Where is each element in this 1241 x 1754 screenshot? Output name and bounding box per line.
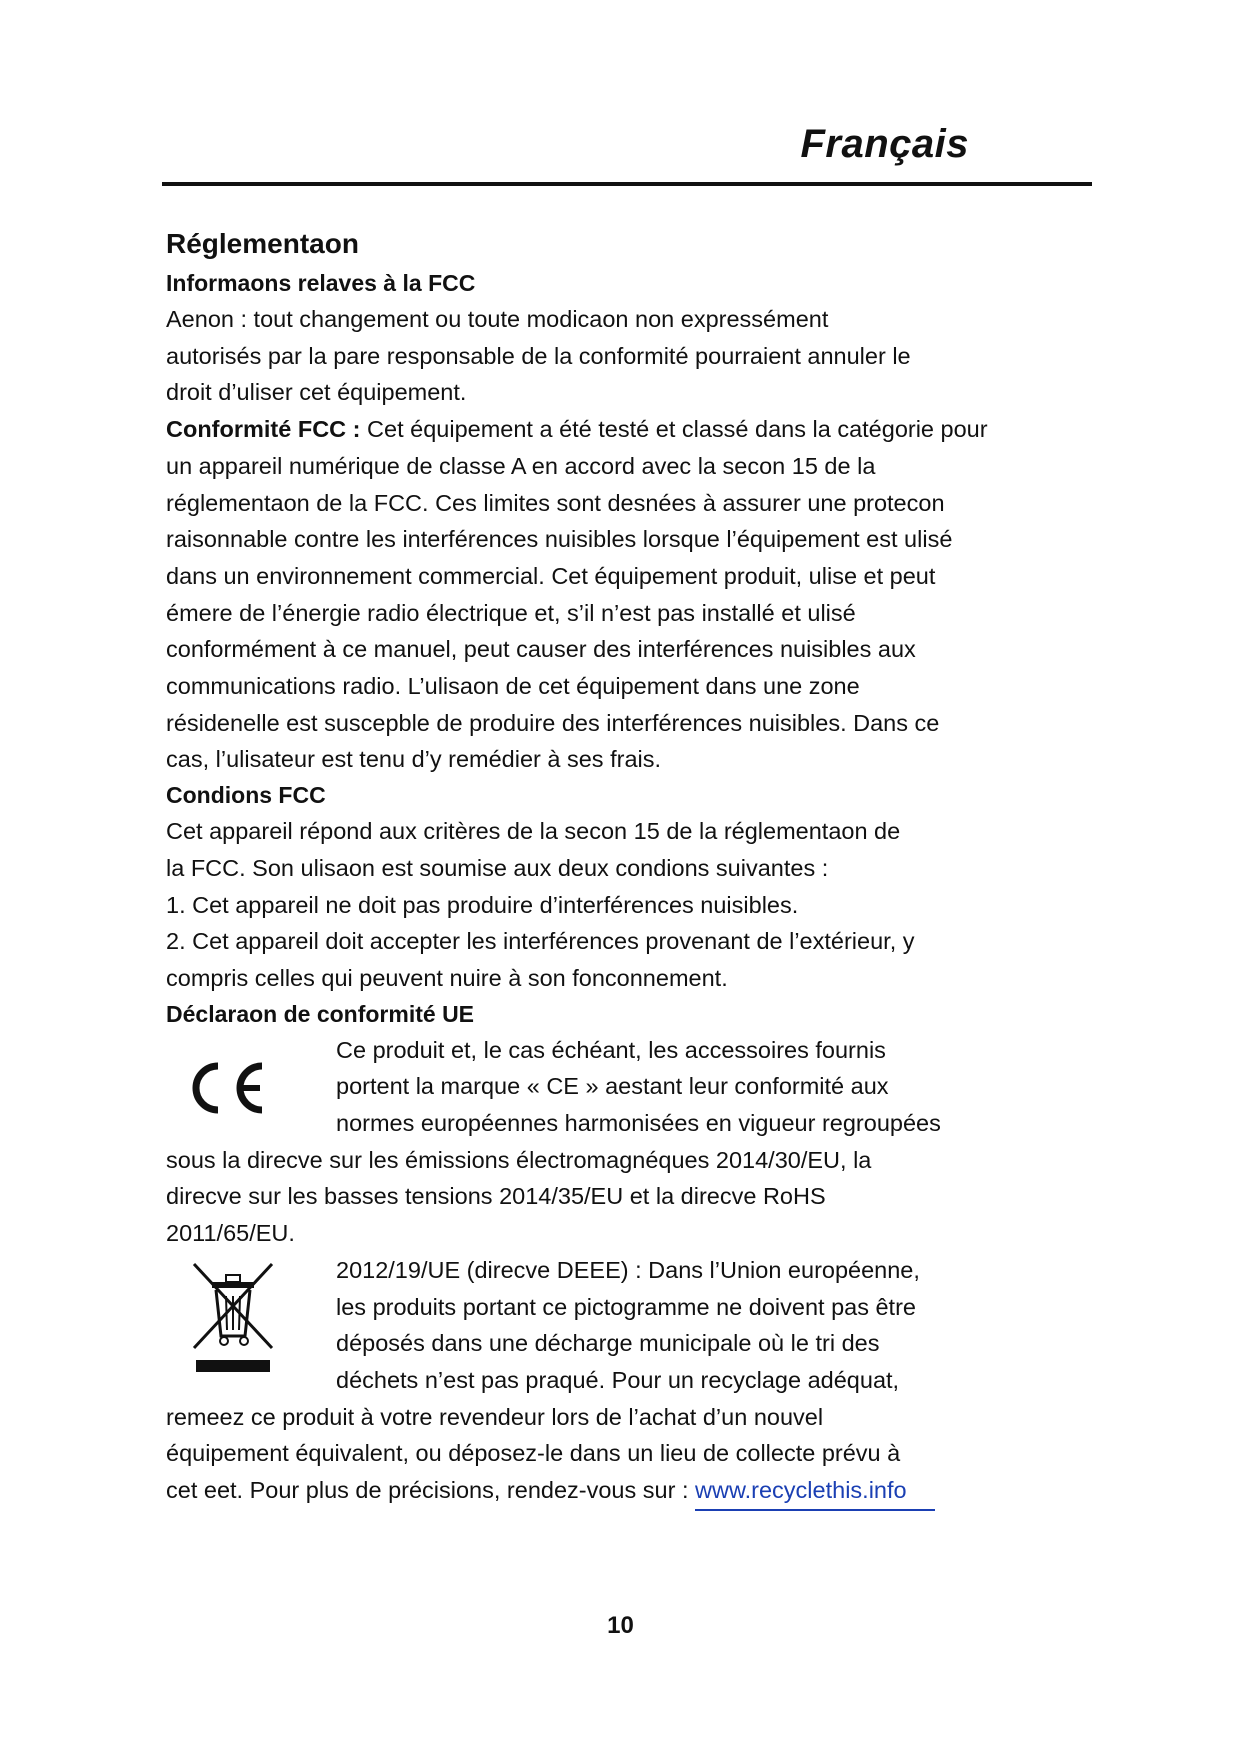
eu-declaration-line: normes européennes harmonisées en vigueur regroupées <box>336 1110 941 1137</box>
weee-block <box>166 1252 1096 1399</box>
page-title: Réglementaon <box>166 228 359 259</box>
fcc-compliance-line: réglementaon de la FCC. Ces limites sont desnées à assurer une protecon <box>166 489 945 516</box>
document-body <box>166 222 1096 1511</box>
fcc-compliance-line: résidenelle est suscepble de produire des interférences nuisibles. Dans ce <box>166 709 940 736</box>
fcc-conditions-line: compris celles qui peuvent nuire à son fonconnement. <box>166 964 728 991</box>
ce-mark-icon <box>184 1058 274 1118</box>
weee-last-line <box>166 1472 1096 1511</box>
page-number: 10 <box>607 1612 634 1639</box>
weee-line: équipement équivalent, ou déposez-le dans un lieu de collecte prévu à <box>166 1440 901 1467</box>
fcc-info-line: Aenon : tout changement ou toute modicaon non expressément <box>166 306 829 332</box>
language-header: Français <box>800 122 969 166</box>
fcc-info-heading: Informaons relaves à la FCC <box>166 270 476 296</box>
fcc-compliance-label: Conformité FCC : <box>166 416 361 443</box>
weee-last-line-text: cet eet. Pour plus de précisions, rendez-vous sur : <box>166 1477 696 1504</box>
fcc-compliance-line: émere de l’énergie radio électrique et, s’il n’est pas installé et ulisé <box>166 599 856 626</box>
fcc-conditions-line: 1. Cet appareil ne doit pas produire d’interférences nuisibles. <box>166 891 799 918</box>
eu-declaration-line: direcve sur les basses tensions 2014/35/EU et la direcve RoHS <box>166 1183 826 1210</box>
recyclethis-link[interactable]: www.recyclethis.info <box>695 1472 935 1511</box>
fcc-compliance-line: conformément à ce manuel, peut causer des interférences nuisibles aux <box>166 636 916 663</box>
eu-declaration-line: sous la direcve sur les émissions électromagnéques 2014/30/EU, la <box>166 1146 872 1173</box>
eu-declaration-line: 2011/65/EU. <box>166 1220 295 1247</box>
weee-line: 2012/19/UE (direcve DEEE) : Dans l’Union européenne, <box>336 1256 920 1283</box>
eu-declaration-line: Ce produit et, le cas échéant, les accessoires fournis <box>336 1036 886 1063</box>
header-rule <box>162 182 1092 186</box>
fcc-compliance-line: communications radio. L’ulisaon de cet équipement dans une zone <box>166 673 860 700</box>
fcc-compliance-line: raisonnable contre les interférences nuisibles lorsque l’équipement est ulisé <box>166 526 953 553</box>
weee-line: déposés dans une décharge municipale où le tri des <box>336 1330 880 1357</box>
weee-crossed-bin-icon <box>188 1258 278 1378</box>
fcc-info-line: droit d’uliser cet équipement. <box>166 379 467 406</box>
eu-declaration-heading: Déclaraon de conformité UE <box>166 1000 475 1027</box>
ce-block <box>166 1032 1096 1142</box>
fcc-conditions-line: 2. Cet appareil doit accepter les interférences provenant de l’extérieur, y <box>166 928 915 955</box>
fcc-conditions-line: la FCC. Son ulisaon est soumise aux deux condions suivantes : <box>166 854 829 881</box>
fcc-compliance-first-line <box>166 411 1096 448</box>
fcc-conditions-heading: Condions FCC <box>166 782 326 809</box>
fcc-compliance-line: dans un environnement commercial. Cet équipement produit, ulise et peut <box>166 562 936 589</box>
fcc-compliance-line: un appareil numérique de classe A en accord avec la secon 15 de la <box>166 452 876 479</box>
eu-declaration-line: portent la marque « CE » aestant leur conformité aux <box>336 1073 889 1100</box>
fcc-info-line: autorisés par la pare responsable de la conformité pourraient annuler le <box>166 342 911 369</box>
fcc-compliance-line: cas, l’ulisateur est tenu d’y remédier à ses frais. <box>166 746 662 773</box>
fcc-compliance-text: Cet équipement a été testé et classé dans la catégorie pour <box>360 416 988 443</box>
weee-line: déchets n’est pas praqué. Pour un recyclage adéquat, <box>336 1366 900 1393</box>
fcc-conditions-line: Cet appareil répond aux critères de la secon 15 de la réglementaon de <box>166 818 901 845</box>
weee-line: remeez ce produit à votre revendeur lors de l’achat d’un nouvel <box>166 1403 824 1430</box>
weee-line: les produits portant ce pictogramme ne doivent pas être <box>336 1293 916 1320</box>
